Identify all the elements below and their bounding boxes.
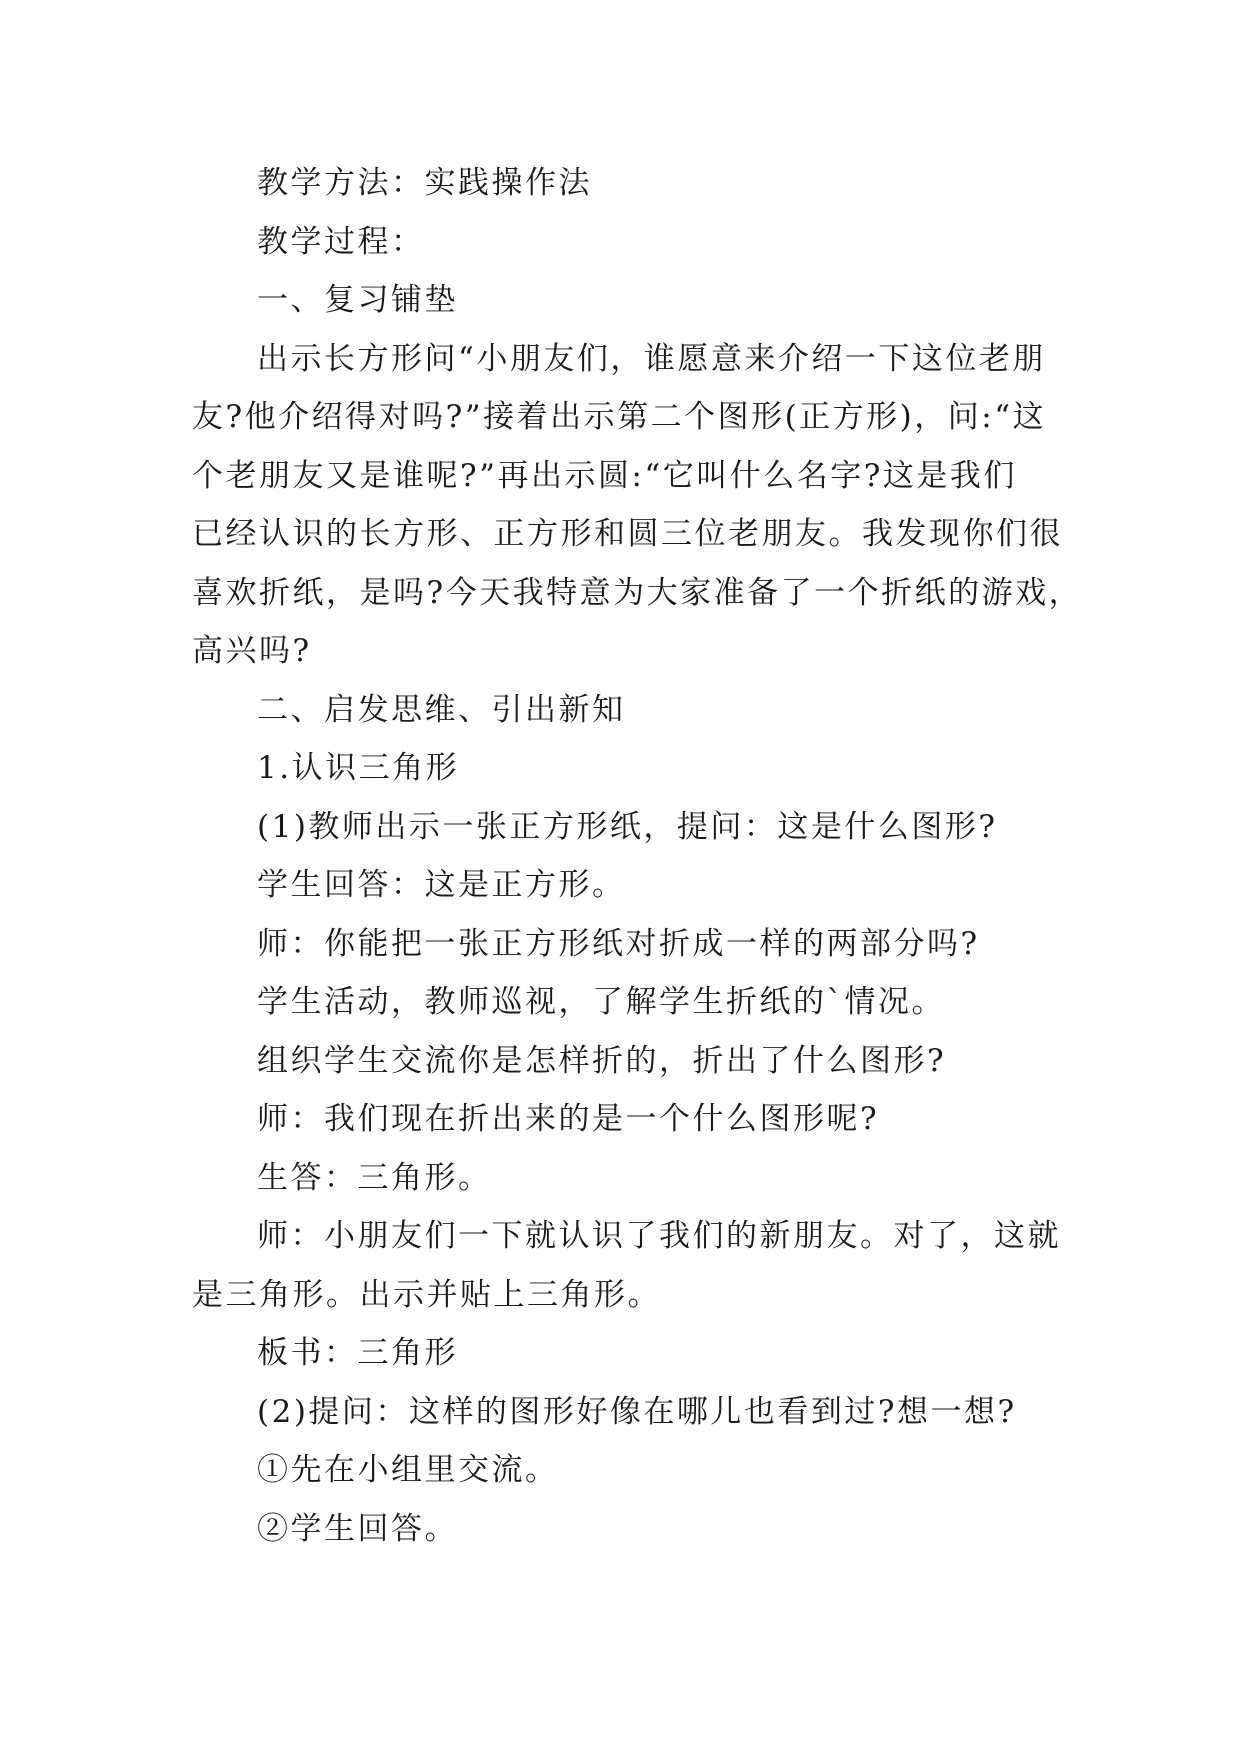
text-line: 师：你能把一张正方形纸对折成一样的两部分吗? <box>257 925 980 962</box>
text-line: 出示长方形问“小朋友们，谁愿意来介绍一下这位老朋 <box>257 340 1046 377</box>
text-line: 学生回答：这是正方形。 <box>257 867 626 903</box>
text-line: 个老朋友又是谁呢?”再出示圆:“它叫什么名字?这是我们 <box>192 457 1017 494</box>
text-line: 喜欢折纸，是吗?今天我特意为大家准备了一个折纸的游戏， <box>192 574 1083 611</box>
text-line: (1)教师出示一张正方形纸，提问：这是什么图形? <box>257 808 998 845</box>
text-line: 已经认识的长方形、正方形和圆三位老朋友。我发现你们很 <box>192 516 1063 552</box>
text-line: 教学过程： <box>257 223 425 260</box>
text-line: 组织学生交流你是怎样折的，折出了什么图形? <box>257 1042 947 1079</box>
section-heading: 二、启发思维、引出新知 <box>257 691 626 728</box>
text-line: 高兴吗? <box>192 633 312 669</box>
text-line: 师：我们现在折出来的是一个什么图形呢? <box>257 1101 880 1137</box>
subsection-heading: 1.认识三角形 <box>257 750 460 786</box>
text-line: 师：小朋友们一下就认识了我们的新朋友。对了，这就 <box>257 1218 1061 1254</box>
text-line: 生答：三角形。 <box>257 1159 492 1196</box>
text-line: 板书：三角形 <box>257 1335 458 1371</box>
text-line: 学生活动，教师巡视，了解学生折纸的`情况。 <box>257 984 945 1020</box>
text-line: ②学生回答。 <box>257 1510 458 1547</box>
text-line: 友?他介绍得对吗?”接着出示第二个图形(正方形)，问:“这 <box>192 399 1047 435</box>
text-line: 是三角形。出示并贴上三角形。 <box>192 1276 661 1313</box>
section-heading: 一、复习铺垫 <box>257 282 458 318</box>
document-body <box>192 154 1083 1558</box>
text-line: ①先在小组里交流。 <box>257 1452 559 1488</box>
text-line: 教学方法：实践操作法 <box>257 165 592 201</box>
text-line: (2)提问：这样的图形好像在哪儿也看到过?想一想? <box>257 1393 1017 1430</box>
